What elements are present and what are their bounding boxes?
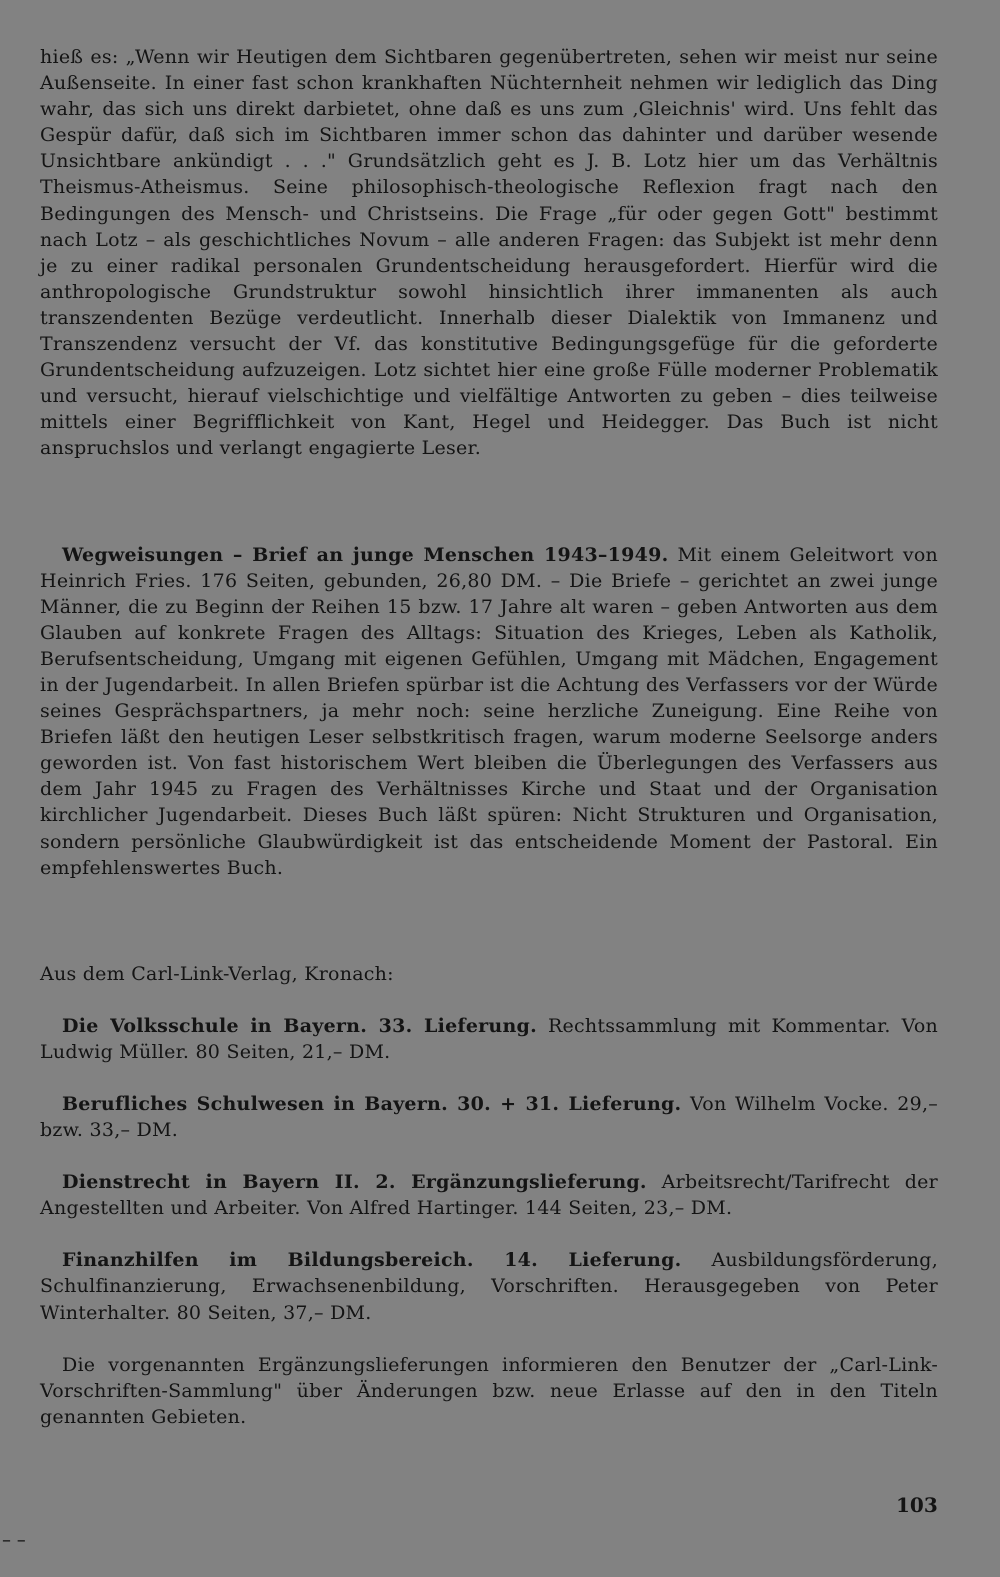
spacer xyxy=(40,1065,938,1091)
catalog-entry-title: Berufliches Schulwesen in Bayern. 30. + 31. Lieferung. xyxy=(62,1093,682,1115)
catalog-entry-title: Die Volksschule in Bayern. 33. Lieferung. xyxy=(62,1014,537,1037)
catalog-entry-text: Arbeitsrecht/Tarifrecht der Angestellten und Arbeiter. Von Alfred Hartinger. 144 Seiten, 23,– DM. xyxy=(40,1171,938,1220)
book-review-wegweisungen xyxy=(40,542,938,881)
catalog-entry xyxy=(40,1013,938,1065)
page-content xyxy=(40,44,938,1430)
spacer xyxy=(40,462,938,542)
spacer xyxy=(40,987,938,1013)
spacer xyxy=(40,1143,938,1169)
catalog-entry xyxy=(40,1247,938,1325)
review-continuation-paragraph: hieß es: „Wenn wir Heutigen dem Sichtbaren gegenübertreten, sehen wir meist nur seine Außenseite. In einer fast schon krankhaften Nüchternheit nehmen wir lediglich das Ding wahr, das sich uns direkt darbietet, ohne daß es uns zum ‚Gleichnis' wird. Uns fehlt das Gespür dafür, daß sich im Sichtbaren immer schon das dahinter und darüber wesende Unsichtbare ankündigt . . ." Grundsätzlich geht es J. B. Lotz hier um das Verhältnis Theismus-Atheismus. Seine philosophisch-theologische Reflexion fragt nach den Bedingungen des Mensch- und Christseins. Die Frage „für oder gegen Gott" bestimmt nach Lotz – als geschichtliches Novum – alle anderen Fragen: das Subjekt ist mehr denn je zu einer radikal personalen Grundentscheidung herausgefordert. Hierfür wird die anthropologische Grundstruktur sowohl hinsichtlich ihrer immanenten als auch transzendenten Bezüge verdeutlicht. Innerhalb dieser Dialektik von Immanenz und Transzendenz versucht der Vf. das konstitutive Bedingungsgefüge für die geforderte Grundentscheidung aufzuzeigen. Lotz sichtet hier eine große Fülle moderner Problematik und versucht, hierauf vielschichtige und vielfältige Antworten zu geben – dies teilweise mittels einer Begrifflichkeit von Kant, Hegel und Heidegger. Das Buch ist nicht anspruchslos und verlangt engagierte Leser. xyxy=(40,46,938,460)
spacer xyxy=(40,881,938,961)
spacer xyxy=(40,1326,938,1352)
publisher-heading: Aus dem Carl-Link-Verlag, Kronach: xyxy=(40,962,394,985)
spacer xyxy=(40,1221,938,1247)
catalog-entry-text: Rechtssammlung mit Kommentar. Von Ludwig Müller. 80 Seiten, 21,– DM. xyxy=(40,1014,939,1063)
catalog-entry xyxy=(40,1169,938,1221)
catalog-entry-text: Ausbildungsförderung, Schulfinanzierung, Erwachsenenbildung, Vorschriften. Herausgegeben von Peter Winterhalter. 80 Seiten, 37,– DM. xyxy=(40,1249,939,1324)
catalog-entry-title: Dienstrecht in Bayern II. 2. Ergänzungslieferung. xyxy=(62,1171,647,1194)
catalog-entry-title: Finanzhilfen im Bildungsbereich. 14. Lieferung. xyxy=(62,1249,682,1272)
book-title: Wegweisungen – Brief an junge Menschen 1943–1949. xyxy=(62,543,669,566)
page-number: 103 xyxy=(896,1493,938,1517)
catalog-entry xyxy=(40,1091,938,1143)
book-review-text: Mit einem Geleitwort von Heinrich Fries. 176 Seiten, gebunden, 26,80 DM. – Die Briefe – gerichtet an zwei junge Männer, die zu Beginn der Reihen 15 bzw. 17 Jahre alt waren – geben Antworten aus dem Glauben auf konkrete Fragen des Alltags: Situation des Krieges, Leben als Katholik, Berufsentscheidung, Umgang mit eigenen Gefühlen, Umgang mit Mädchen, Engagement in der Jugendarbeit. In allen Briefen spürbar ist die Achtung des Verfassers vor der Würde seines Gesprächspartners, ja mehr noch: seine herzliche Zuneigung. Eine Reihe von Briefen läßt den heutigen Leser selbstkritisch fragen, warum moderne Seelsorge anders geworden ist. Von fast historischem Wert bleiben die Überlegungen des Verfassers aus dem Jahr 1945 zu Fragen des Verhältnisses Kirche und Staat und der Organisation kirchlicher Jugendarbeit. Dieses Buch läßt spüren: Nicht Strukturen und Organisation, sondern persönliche Glaubwürdigkeit ist das entscheidende Moment der Pastoral. Ein empfehlenswertes Buch. xyxy=(40,543,938,879)
catalog-entry-text: Von Wilhelm Vocke. 29,– bzw. 33,– DM. xyxy=(40,1093,938,1142)
margin-mark: – – xyxy=(2,1530,26,1551)
closing-paragraph: Die vorgenannten Ergänzungslieferungen informieren den Benutzer der „Carl-Link-Vorschriften-Sammlung" über Änderungen bzw. neue Erlasse auf den in den Titeln genannten Gebieten. xyxy=(40,1353,938,1428)
